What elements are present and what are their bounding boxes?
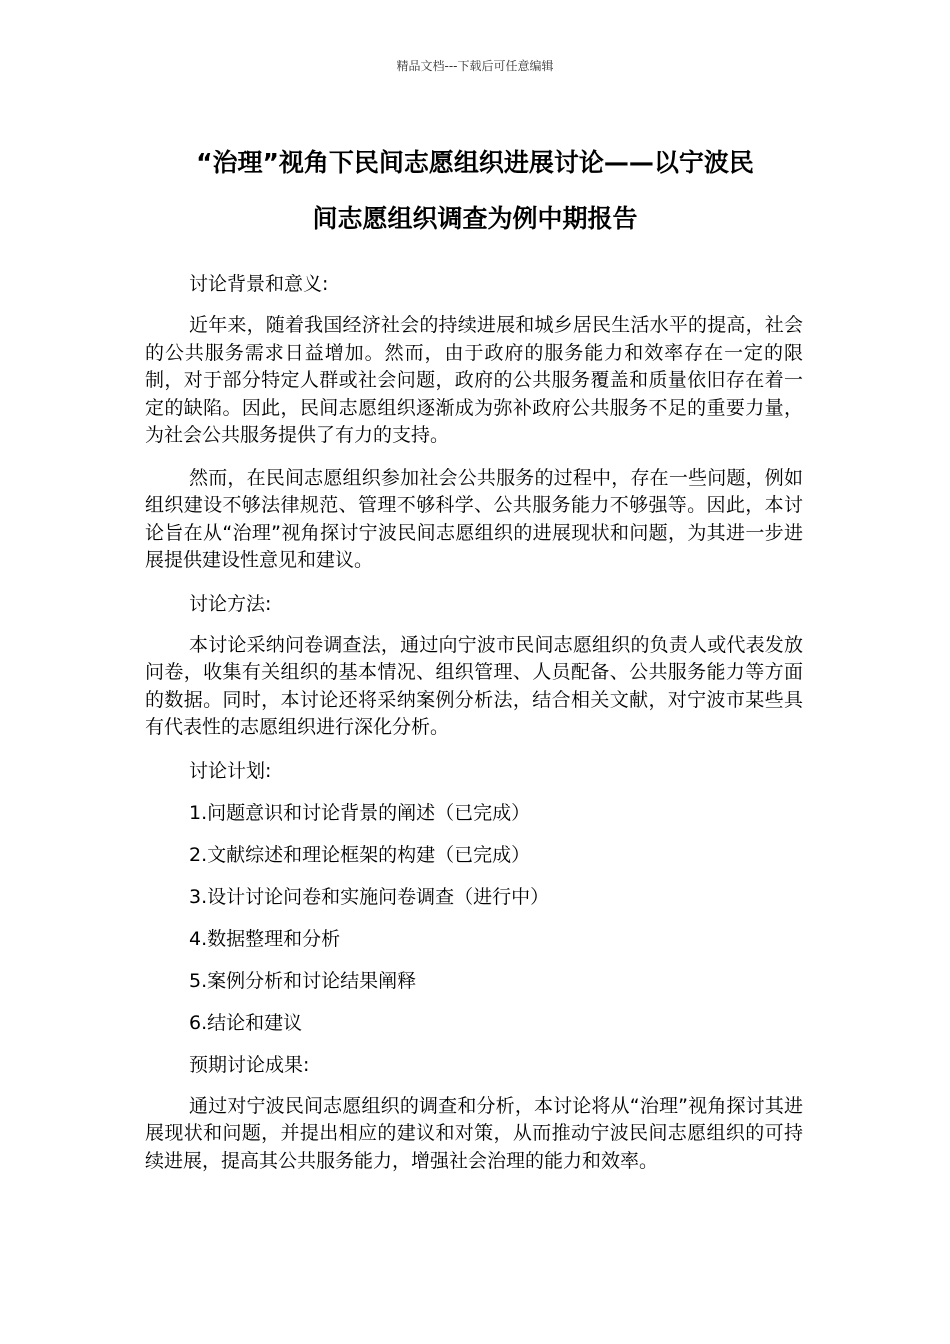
method-heading: 讨论方法: bbox=[189, 592, 272, 615]
method-paragraph: 本讨论采纳问卷调查法，通过向宁波市民间志愿组织的负责人或代表发放问卷，收集有关组织的基本情况、组织管理、人员配备、公共服务能力等方面的数据。同时，本讨论还将采纳案例分析法，结合相关文献，对宁波市某些具有代表性的志愿组织进行深化分析。 bbox=[145, 633, 803, 738]
results-paragraph: 通过对宁波民间志愿组织的调查和分析，本讨论将从“治理”视角探讨其进展现状和问题，并提出相应的建议和对策，从而推动宁波民间志愿组织的可持续进展，提高其公共服务能力，增强社会治理的能力和效率。 bbox=[145, 1094, 803, 1172]
plan-item-6: 6.结论和建议 bbox=[189, 1011, 303, 1034]
plan-item-3: 3.设计讨论问卷和实施问卷调查（进行中） bbox=[189, 885, 550, 908]
plan-item-2: 2.文献综述和理论框架的构建（已完成） bbox=[189, 843, 531, 866]
background-heading: 讨论背景和意义: bbox=[189, 273, 329, 295]
results-heading: 预期讨论成果: bbox=[189, 1053, 310, 1076]
title-line-1: “治理”视角下民间志愿组织进展讨论——以宁波民 bbox=[196, 148, 754, 177]
background-paragraph-2: 然而，在民间志愿组织参加社会公共服务的过程中，存在一些问题，例如组织建设不够法律规范、管理不够科学、公共服务能力不够强等。因此，本讨论旨在从“治理”视角探讨宁波民间志愿组织的进展现状和问题，为其进一步进展提供建设性意见和建议。 bbox=[145, 466, 803, 571]
background-paragraph-1: 近年来，随着我国经济社会的持续进展和城乡居民生活水平的提高，社会的公共服务需求日益增加。然而，由于政府的服务能力和效率存在一定的限制，对于部分特定人群或社会问题，政府的公共服务覆盖和质量依旧存在着一定的缺陷。因此，民间志愿组织逐渐成为弥补政府公共服务不足的重要力量，为社会公共服务提供了有力的支持。 bbox=[145, 314, 803, 446]
title-line-2: 间志愿组织调查为例中期报告 bbox=[312, 204, 638, 233]
plan-heading: 讨论计划: bbox=[189, 759, 272, 782]
document-body bbox=[145, 270, 803, 1190]
document-title bbox=[150, 135, 800, 247]
plan-item-1: 1.问题意识和讨论背景的阐述（已完成） bbox=[189, 801, 531, 824]
plan-item-4: 4.数据整理和分析 bbox=[189, 927, 341, 950]
page-header: 精品文档---下载后可任意编辑 bbox=[396, 59, 554, 73]
plan-item-5: 5.案例分析和讨论结果阐释 bbox=[189, 969, 417, 992]
